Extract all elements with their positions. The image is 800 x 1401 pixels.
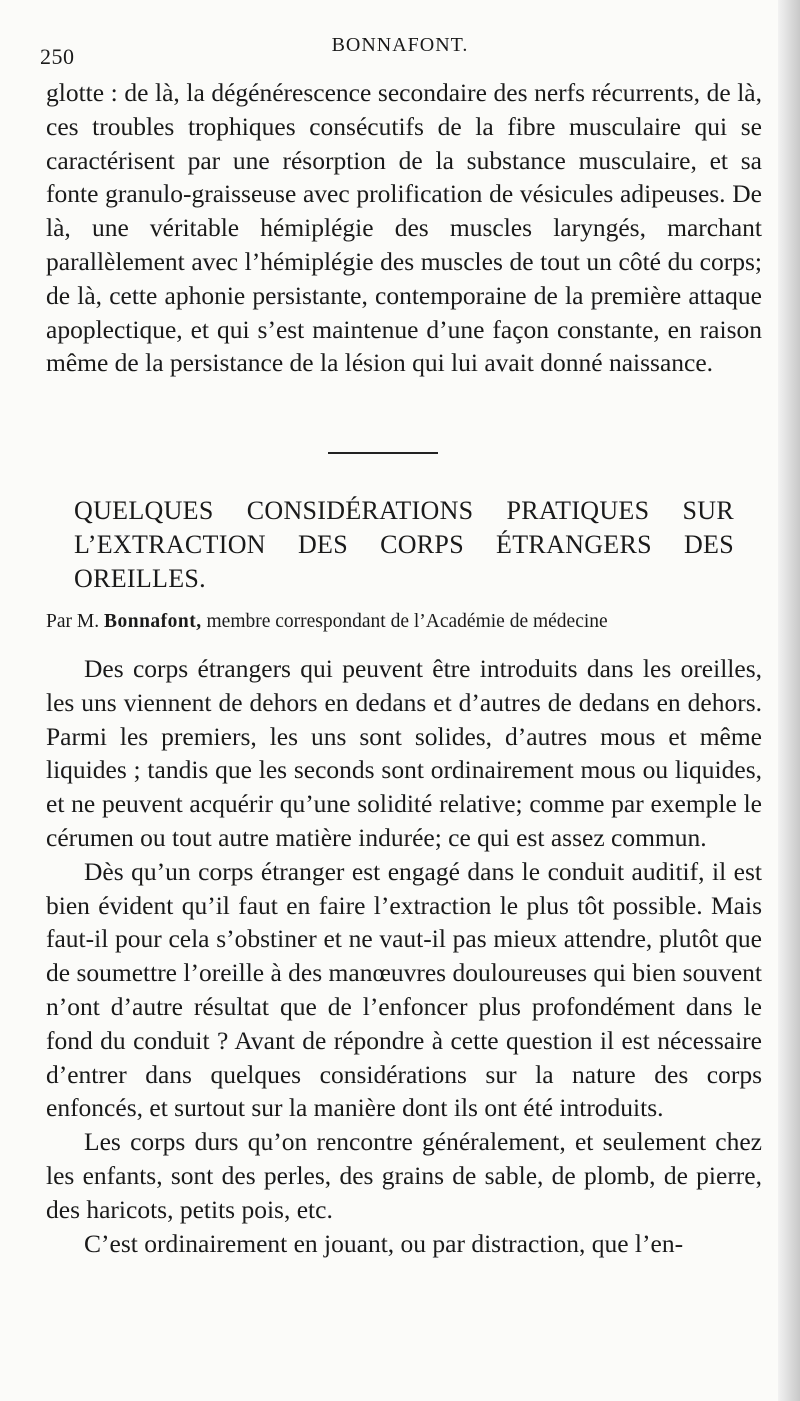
continued-paragraph xyxy=(46,76,762,380)
body-paragraph: Des corps étrangers qui peuvent être introduits dans les oreilles, les uns viennent de dehors en dedans et d’autres de dedans en dehors. Parmi les premiers, les uns sont solides, d’autres mous et même liquides ; tandis que les seconds sont ordinairement mous ou liquides, et ne peuvent acquérir qu’une solidité relative; comme par exemple le cérumen ou tout autre matière indurée; ce qui est assez commun. xyxy=(46,654,762,852)
body-paragraph: Dès qu’un corps étranger est engagé dans le conduit auditif, il est bien évident qu’il faut en faire l’extraction le plus tôt possible. Mais faut-il pour cela s’obstiner et ne vaut-il pas mieux attendre, plutôt que de soumettre l’oreille à des manœuvres douloureuses qui bien souvent n’ont d’autre résultat que de l’enfoncer plus profondément dans le fond du conduit ? Avant de répondre à cette question il est nécessaire d’entrer dans quelques considérations sur la nature des corps enfoncés, et surtout sur la manière dont ils ont été introduits. xyxy=(46,856,762,1123)
article-title: QUELQUES CONSIDÉRATIONS PRATIQUES SUR L’EXTRACTION DES CORPS ÉTRANGERS DES OREILLES. xyxy=(74,496,734,593)
page-number: 250 xyxy=(40,44,75,69)
article-byline xyxy=(46,609,762,635)
byline-affiliation: membre correspondant de l’Académie de médecine xyxy=(206,611,608,632)
running-head: BONNAFONT. xyxy=(331,34,469,56)
page-edge-shadow xyxy=(778,0,800,1401)
article-body xyxy=(46,652,762,1260)
byline-author: Bonnafont, xyxy=(103,611,202,632)
continued-paragraph-text: glotte : de là, la dégénérescence secondaire des nerfs récurrents, de là, ces troubles trophiques consécutifs de la fibre musculaire qui se caractérisent par une résorption de la substance musculaire, et sa fonte granulo-graisseuse avec prolification de vésicules adipeuses. De là, une véritable hémiplégie des muscles laryngés, marchant parallèlement avec l’hémiplégie des muscles de tout un côté du corps; de là, cette aphonie persistante, contemporaine de la première attaque apoplectique, et qui s’est maintenue d’une façon constante, en raison même de la persistance de la lésion qui lui avait donné naissance. xyxy=(46,78,762,378)
body-paragraph: C’est ordinairement en jouant, ou par distraction, que l’en- xyxy=(84,1228,684,1258)
body-paragraph: Les corps durs qu’on rencontre généralement, et seulement chez les enfants, sont des perles, des grains de sable, de plomb, de pierre, des haricots, petits pois, etc. xyxy=(46,1127,762,1224)
page-header xyxy=(40,30,760,69)
byline-prefix: Par M. xyxy=(46,611,100,632)
section-divider-rule xyxy=(328,452,438,454)
